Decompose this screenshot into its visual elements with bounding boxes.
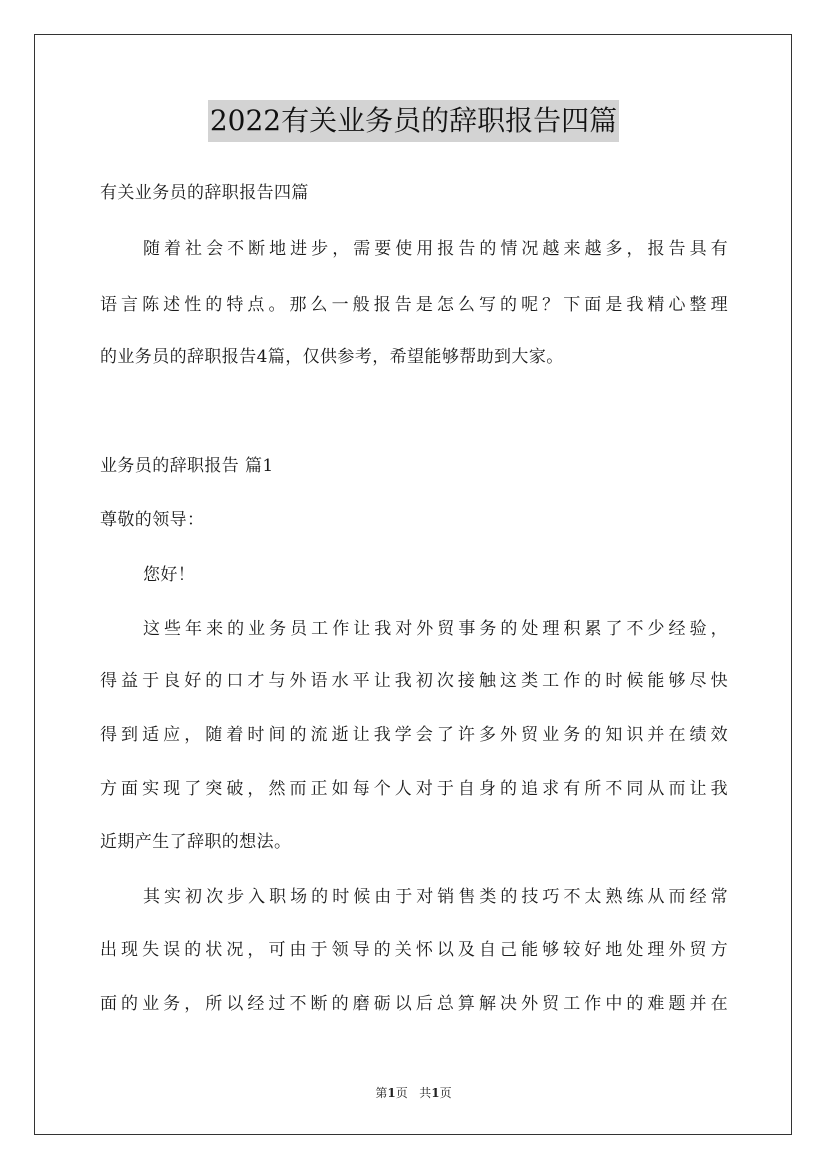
intro-line-3: 的业务员的辞职报告4篇，仅供参考，希望能够帮助到大家。 <box>100 347 564 367</box>
page-prefix: 第 <box>375 1086 388 1100</box>
intro-line-1: 随着社会不断地进步，需要使用报告的情况越来越多，报告具有 <box>143 239 728 259</box>
page-suffix: 页 <box>395 1086 408 1100</box>
paragraph2-line-2: 出现失误的状况，可由于领导的关怀以及自己能够较好地处理外贸方 <box>100 940 728 960</box>
greeting: 您好！ <box>143 565 196 585</box>
salutation: 尊敬的领导： <box>100 510 205 530</box>
paragraph1-line-5: 近期产生了辞职的想法。 <box>100 832 292 852</box>
paragraph1-line-2: 得益于良好的口才与外语水平让我初次接触这类工作的时候能够尽快 <box>100 671 728 691</box>
total-suffix: 页 <box>439 1086 452 1100</box>
paragraph1-line-3: 得到适应，随着时间的流逝让我学会了许多外贸业务的知识并在绩效 <box>100 725 728 745</box>
total-number: 1 <box>431 1086 440 1100</box>
document-title: 2022有关业务员的辞职报告四篇 <box>208 100 619 142</box>
total-prefix: 共 <box>419 1086 432 1100</box>
paragraph1-line-1: 这些年来的业务员工作让我对外贸事务的处理积累了不少经验， <box>143 619 728 639</box>
section-heading: 业务员的辞职报告 篇1 <box>100 456 274 476</box>
document-subtitle: 有关业务员的辞职报告四篇 <box>100 183 309 203</box>
page-footer <box>0 1084 827 1101</box>
paragraph1-line-4: 方面实现了突破，然而正如每个人对于自身的追求有所不同从而让我 <box>100 779 728 799</box>
page-number: 1 <box>387 1086 396 1100</box>
paragraph2-line-3: 面的业务，所以经过不断的磨砺以后总算解决外贸工作中的难题并在 <box>100 994 728 1014</box>
intro-line-2: 语言陈述性的特点。那么一般报告是怎么写的呢？下面是我精心整理 <box>100 295 728 315</box>
paragraph2-line-1: 其实初次步入职场的时候由于对销售类的技巧不太熟练从而经常 <box>143 887 728 907</box>
title-container <box>0 100 827 142</box>
